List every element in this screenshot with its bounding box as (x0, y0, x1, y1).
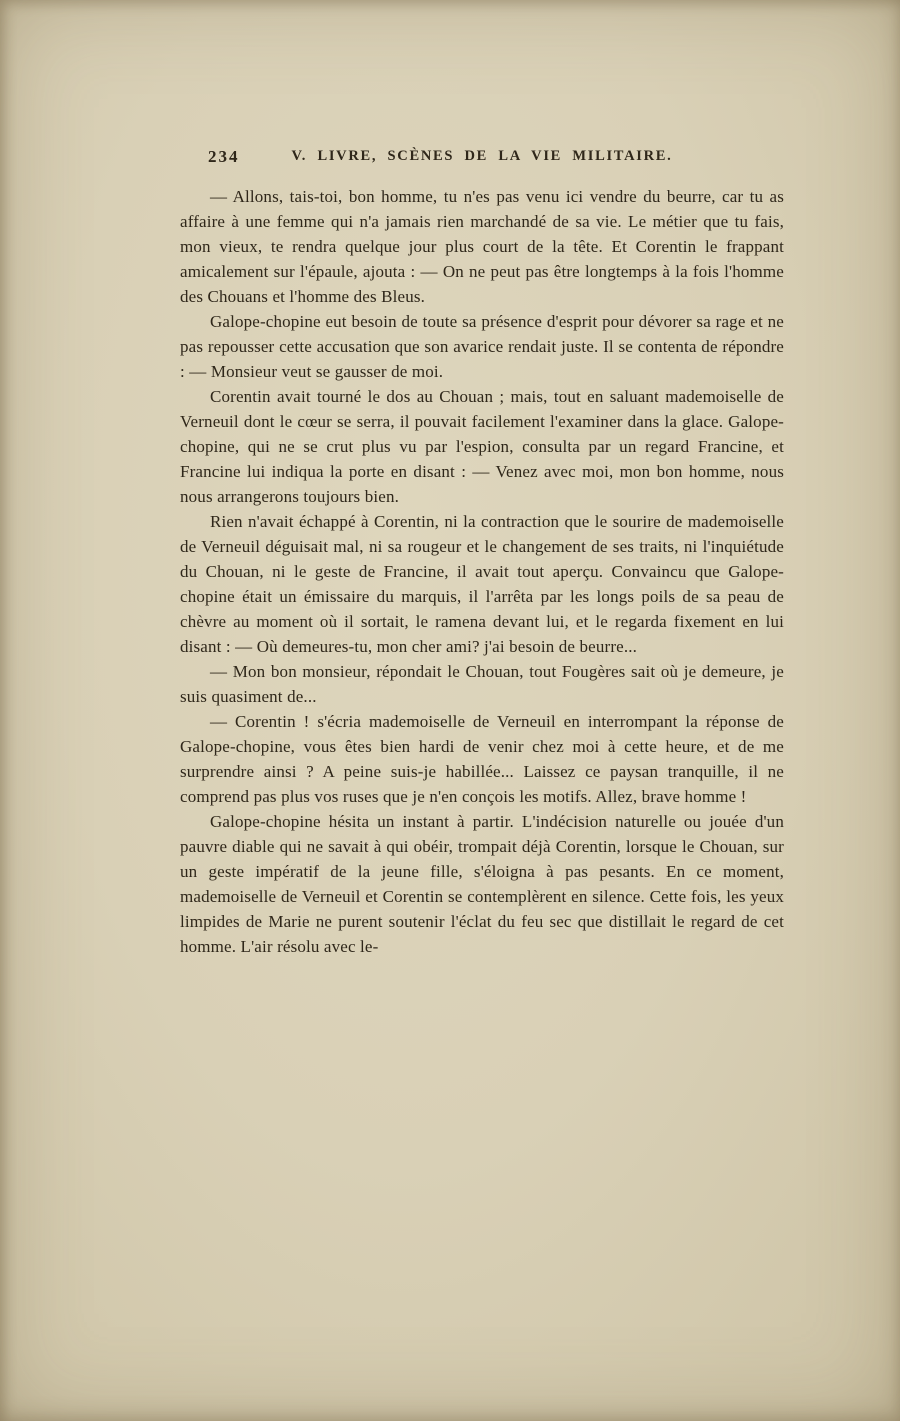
paragraph: Corentin avait tourné le dos au Chouan ; mais, tout en saluant mademoiselle de Verneuil dont le cœur se serra, il pouvait facilement l'examiner dans la glace. Galope-chopine, qui ne se crut plus vu par l'espion, consulta par un regard Francine, et Francine lui indiqua la porte en disant : — Venez avec moi, mon bon homme, nous nous arrangerons toujours bien. (180, 387, 784, 506)
page-number: 234 (208, 147, 240, 166)
paragraph: — Allons, tais-toi, bon homme, tu n'es pas venu ici vendre du beurre, car tu as affaire à une femme qui n'a jamais rien marchandé de sa vie. Le métier que tu fais, mon vieux, te rendra quelque jour plus court de la tête. Et Corentin le frappant amicalement sur l'épaule, ajouta : — On ne peut pas être longtemps à la fois l'homme des Chouans et l'homme des Bleus. (180, 187, 784, 306)
running-title: V. LIVRE, SCÈNES DE LA VIE MILITAIRE. (291, 148, 673, 164)
paragraph: — Mon bon monsieur, répondait le Chouan, tout Fougères sait où je demeure, je suis quasiment de... (180, 662, 784, 706)
paragraph: Rien n'avait échappé à Corentin, ni la contraction que le sourire de mademoiselle de Verneuil déguisait mal, ni sa rougeur et le changement de ses traits, ni l'inquiétude du Chouan, ni le geste de Francine, il avait tout aperçu. Convaincu que Galope-chopine était un émissaire du marquis, il l'arrêta par les longs poils de sa peau de chèvre au moment où il sortait, le ramena devant lui, et le regarda fixement en lui disant : — Où demeures-tu, mon cher ami? j'ai besoin de beurre... (180, 512, 784, 656)
paragraph: Galope-chopine eut besoin de toute sa présence d'esprit pour dévorer sa rage et ne pas repousser cette accusation que son avarice rendait juste. Il se contenta de répondre : — Monsieur veut se gausser de moi. (180, 312, 784, 381)
paragraph: — Corentin ! s'écria mademoiselle de Verneuil en interrompant la réponse de Galope-chopine, vous êtes bien hardi de venir chez moi à cette heure, et de me surprendre ainsi ? A peine suis-je habillée... Laissez ce paysan tranquille, il ne comprend pas plus vos ruses que je n'en conçois les motifs. Allez, brave homme ! (180, 712, 784, 806)
body-text (180, 184, 784, 959)
paragraph: Galope-chopine hésita un instant à partir. L'indécision naturelle ou jouée d'un pauvre diable qui ne savait à qui obéir, trompait déjà Corentin, lorsque le Chouan, sur un geste impératif de la jeune fille, s'éloigna à pas pesants. En ce moment, mademoiselle de Verneuil et Corentin se contemplèrent en silence. Cette fois, les yeux limpides de Marie ne purent soutenir l'éclat du feu sec que distillait le regard de cet homme. L'air résolu avec le- (180, 812, 784, 956)
page-header (180, 147, 784, 165)
